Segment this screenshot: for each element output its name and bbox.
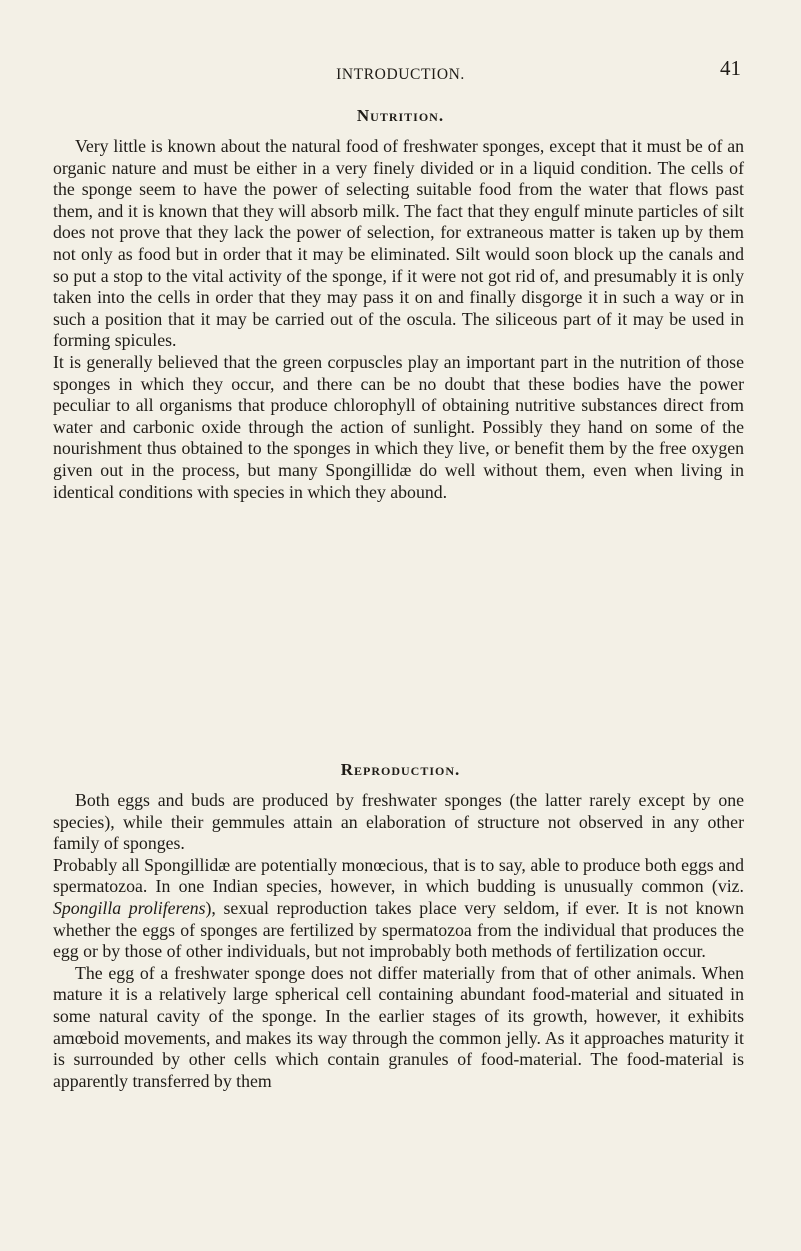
reproduction-paragraph-2-end: ), sexual reproduction takes place very seldom, if ever. It is not known whether the eggs of sponges are fertilized by spermatozoa from the individual that produces the egg or by those of other individuals, but not improbably both methods of fertilization occur. bbox=[53, 897, 744, 962]
section-heading-nutrition: Nutrition. bbox=[356, 106, 445, 125]
nutrition-paragraph-2: It is generally believed that the green corpuscles play an important part in the nutrition of those sponges in which they occur, and there can be no doubt that these bodies have the power peculiar to all organisms that produce chlorophyll of obtaining nutritive substances direct from water and carbonic oxide through the action of sunlight. Possibly they hand on some of the nourishment thus obtained to the sponges in which they live, or benefit them by the free oxygen given out in the process, but many Spongillidæ do well without them, even when living in identical conditions with species in which they abound. bbox=[53, 351, 744, 502]
reproduction-paragraph-2 bbox=[53, 855, 744, 963]
reproduction-body bbox=[53, 790, 744, 1092]
species-name: Spongilla proliferens bbox=[53, 897, 206, 918]
reproduction-paragraph-2-start: Probably all Spongillidæ are potentially monœcious, that is to say, able to produce both eggs and spermatozoa. In one Indian species, however, in which budding is unusually common (viz. bbox=[53, 854, 744, 897]
nutrition-paragraph-1: Very little is known about the natural food of freshwater sponges, except that it must be of an organic nature and must be either in a very finely divided or in a liquid condition. The cells of the sponge seem to have the power of selecting suitable food from the water that flows past them, and it is known that they will absorb milk. The fact that they engulf minute particles of silt does not prove that they lack the power of selection, for extraneous matter is taken up by them not only as food but in order that it may be eliminated. Silt would soon block up the canals and so put a stop to the vital activity of the sponge, if it were not got rid of, and presumably it is only taken into the cells in order that they may pass it on and finally disgorge it in such a way or in such a position that it may be carried out of the oscula. The siliceous part of it may be used in forming spicules. bbox=[53, 136, 744, 351]
page-number: 41 bbox=[720, 56, 741, 80]
reproduction-paragraph-3: The egg of a freshwater sponge does not differ materially from that of other animals. When mature it is a relatively large spherical cell containing abundant food-material and situated in some natural cavity of the sponge. In the earlier stages of its growth, however, it exhibits amœboid movements, and makes its way through the common jelly. As it approaches maturity it is surrounded by other cells which contain granules of food-material. The food-material is apparently transferred by them bbox=[53, 962, 744, 1091]
running-head bbox=[0, 56, 801, 84]
reproduction-paragraph-1: Both eggs and buds are produced by freshwater sponges (the latter rarely except by one species), while their gemmules attain an elaboration of structure not observed in any other family of sponges. bbox=[53, 790, 744, 854]
section-heading-reproduction: Reproduction. bbox=[340, 760, 461, 779]
nutrition-body bbox=[53, 136, 744, 503]
running-head-title: INTRODUCTION. bbox=[336, 66, 465, 83]
